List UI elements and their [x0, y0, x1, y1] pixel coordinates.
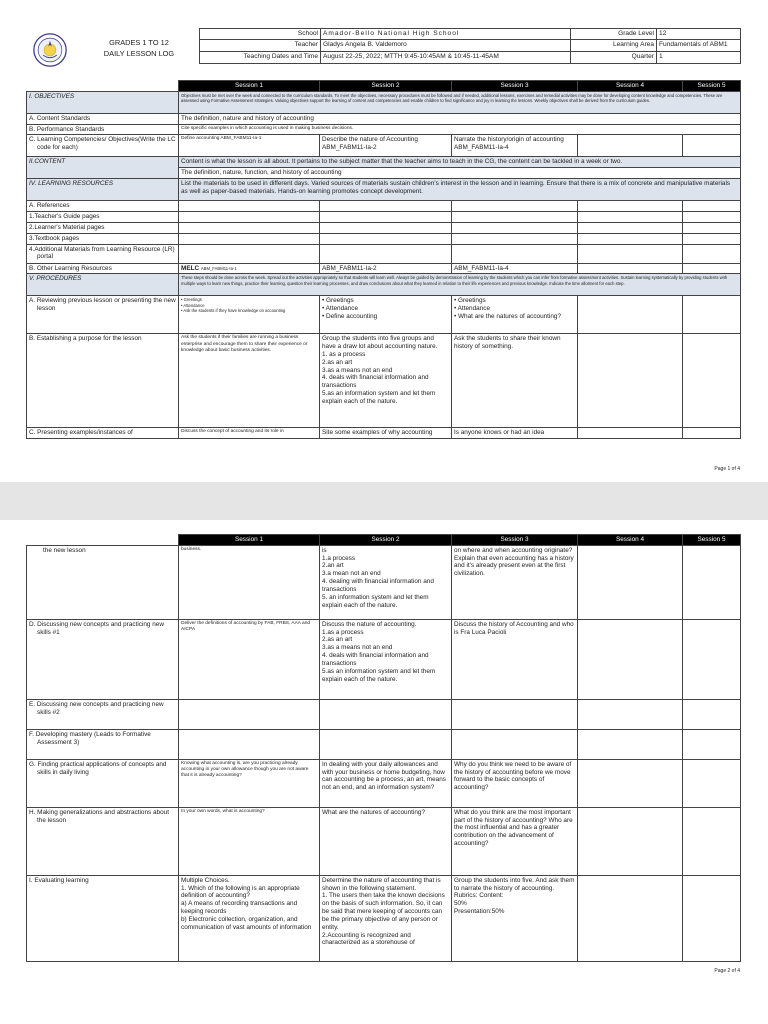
- proc-e-label: E. Discussing new concepts and practicing new skills #2: [27, 699, 179, 729]
- proc-i-s2-line: Determine the nature of accounting that is shown in the following statement.: [322, 876, 441, 892]
- proc-i-s2-line: 2.Accounting is recognized and characterized as a storehouse of: [322, 931, 415, 947]
- proc-a-s1-item: • Greetings: [181, 297, 317, 302]
- procedures-label: V. PROCEDURES: [27, 274, 179, 296]
- grades-label: GRADES 1 TO 12: [109, 38, 169, 47]
- header-info-table: [199, 28, 741, 64]
- proc-a-s3-item: • What are the natures of accounting?: [454, 313, 575, 321]
- lesson-log-table-2: [26, 534, 741, 962]
- proc-b-s2: [320, 334, 452, 428]
- proc-a-s3: [452, 296, 578, 334]
- session-3-header: Session 3: [452, 535, 578, 546]
- proc-c-s3-cont: on where and when accounting originate? Explain that even accounting has a history and it's already present even at the first civilization.: [452, 545, 578, 619]
- page-number: Page 1 of 4: [714, 466, 740, 472]
- proc-b-s2-line: 5.as an information system and let them explain each of the nature.: [322, 390, 436, 405]
- proc-a-s2-item: • Attendance: [322, 305, 449, 313]
- other-resources-s3: ABM_FABM11-Ia-4: [452, 263, 578, 274]
- proc-i-label: I. Evaluating learning: [27, 875, 179, 961]
- proc-h-label: H. Making generalizations and abstractions about the lesson: [27, 807, 179, 875]
- proc-a-s1: [179, 296, 320, 334]
- proc-i-s3: [452, 875, 578, 961]
- session-2-header: Session 2: [320, 81, 452, 92]
- proc-i-s1-line: a) A means of recording transactions and keeping records: [181, 900, 298, 916]
- dates-value: August 22-25, 2022; MTTH 9:45-10:45AM & 10:45-11-45AM: [321, 51, 571, 63]
- other-resources-s2: ABM_FABM11-Ia-2: [320, 263, 452, 274]
- performance-standards-text: Cite specific examples in which accounting is used in making business decisions.: [179, 124, 741, 135]
- proc-g-s2: In dealing with your daily allowances and with your business or home budgeting, how can accounting be a process, an art, means not an end, and an information system?: [320, 759, 452, 807]
- session-1-header: Session 1: [179, 81, 320, 92]
- competency-s2: Describe the nature of Accounting ABM_FABM11-Ia-2: [320, 135, 452, 157]
- proc-i-s3-line: Rubrics: Content:: [454, 892, 504, 900]
- proc-b-s1: Ask the students if their families are running a business enterprise and encourage them to share their experience or knowledge about basic business activities.: [179, 334, 320, 428]
- competency-s3: Narrate the history/origin of accounting ABM_FABM11-Ia-4: [452, 135, 578, 157]
- additional-materials-label: 4.Additional Materials from Learning Resource (LR) portal: [27, 244, 179, 263]
- resources-label: IV. LEARNING RESOURCES: [27, 179, 179, 201]
- competency-s5: [683, 135, 741, 157]
- proc-d-s2-line: 3.as a means not an end: [322, 644, 393, 652]
- proc-c-s2-cont: [320, 545, 452, 619]
- proc-a-s2: [320, 296, 452, 334]
- grade-level-value: 12: [657, 29, 741, 40]
- proc-c-s2: Site some examples of why accounting: [320, 428, 452, 439]
- melc-code: ABM_FABM11-Ia-1: [200, 265, 237, 271]
- teachers-guide-label: 1.Teacher's Guide pages: [27, 212, 179, 223]
- resources-text: List the materials to be used in different days. Varied sources of materials sustain children's interest in the lesson and in learning. Ensure that there is a mix of concrete and manipulative materials as well as paper-based materials. Hands-on learning promotes concept development.: [179, 179, 741, 201]
- quarter-label: Quarter: [571, 51, 657, 63]
- content-text: The definition, nature, function, and history of accounting: [179, 168, 741, 179]
- grades-title: [78, 38, 200, 59]
- proc-b-s3: Ask the students to share their known history of something.: [452, 334, 578, 428]
- blank-corner: [27, 535, 179, 546]
- procedures-text: These steps should be done across the week. Spread out the activities appropriately so that students will learn well. Always be guided by demonstration of learning by the students which you can infer from formative assessment activities. Sustain learning systematically by providing students with multiple ways to learn new things, practice their learning, question their learning processes, and draw conclusions about what they learned in relation to their life experiences and previous knowledge. Indicate the time allotment for each step.: [179, 274, 741, 296]
- proc-h-s2: What are the natures of accounting?: [320, 807, 452, 875]
- performance-standards-label: B. Performance Standards: [27, 124, 179, 135]
- session-3-header: Session 3: [452, 81, 578, 92]
- content-note: Content is what the lesson is all about. It pertains to the subject matter that the teacher aims to teach in the CG, the content can be tackled in a week or two.: [179, 157, 741, 168]
- page-number: Page 2 of 4: [714, 968, 740, 974]
- proc-d-label: D. Discussing new concepts and practicing new skills #1: [27, 619, 179, 699]
- school-label: School: [200, 29, 321, 40]
- proc-f-label: F. Developing mastery (Leads to Formative Assessment 3): [27, 729, 179, 759]
- lesson-log-page-1: [0, 0, 768, 482]
- learning-area-label: Learning Area: [571, 40, 657, 52]
- content-label: II.CONTENT: [27, 157, 179, 179]
- competencies-label: C. Learning Competencies/ Objectives(Write the LC code for each): [27, 135, 179, 157]
- page-gap: [0, 482, 768, 520]
- proc-d-s2-line: 1.as a process: [322, 628, 364, 636]
- session-4-header: Session 4: [578, 81, 683, 92]
- proc-a-s3-item: • Attendance: [454, 305, 575, 313]
- log-title: DAILY LESSON LOG: [103, 48, 175, 58]
- dates-label: Teaching Dates and Time: [200, 51, 321, 63]
- proc-i-s1: [179, 875, 320, 961]
- proc-b-s2-line: 1. as a process: [322, 350, 366, 358]
- other-resources-label: B. Other Learning Resources: [27, 263, 179, 274]
- proc-h-s1: In your own words, what is accounting?: [179, 807, 320, 875]
- proc-d-s2-line: 5.as an information system and let them explain each of the nature.: [322, 667, 436, 683]
- proc-i-s3-line: Presentation:50%: [454, 908, 505, 916]
- grade-level-label: Grade Level: [571, 29, 657, 40]
- lesson-log-page-2: [0, 520, 768, 1024]
- proc-d-s2-line: 2.as an art: [322, 636, 353, 644]
- proc-c-s1: Discuss the concept of accounting and its role in: [179, 428, 320, 439]
- session-1-header: Session 1: [179, 535, 320, 546]
- references-label: A. References: [27, 201, 179, 212]
- proc-c-s2-line: is: [322, 546, 327, 554]
- proc-i-s3-line: Group the students into five. And ask them to narrate the history of accounting.: [454, 876, 575, 892]
- proc-a-s1-item: • Ask the students if they have knowledge on accounting: [181, 308, 317, 313]
- learners-material-label: 2.Learner's Material pages: [27, 222, 179, 233]
- proc-c-s3: Is anyone knows or had an idea: [452, 428, 578, 439]
- proc-i-s2: [320, 875, 452, 961]
- school-value: Amador-Bello National High School: [321, 29, 571, 40]
- proc-i-s2-line: 1. The users then take the known decisions on the basis of such information. So, it can be said that mere keeping of accounts can be the primary objective of any person or entity.: [322, 892, 445, 931]
- blank-corner: [27, 81, 179, 92]
- proc-c-label-cont: the new lesson: [27, 545, 179, 619]
- competency-s4: [578, 135, 683, 157]
- session-2-header: Session 2: [320, 535, 452, 546]
- proc-a-label: A. Reviewing previous lesson or presenting the new lesson: [27, 296, 179, 334]
- proc-a-s1-item: • Attendance: [181, 303, 317, 308]
- learning-area-value: Fundamentals of ABM1: [657, 40, 741, 52]
- proc-a-s3-item: • Greetings: [454, 297, 575, 305]
- proc-g-s1: Knowing what accounting is, are you practicing already accounting in your own allowance though you are not aware that it is already accounting?: [179, 759, 320, 807]
- content-standards-label: A. Content Standards: [27, 113, 179, 124]
- proc-b-s2-line: 3.as a means not an end: [322, 366, 393, 374]
- proc-d-s1: Deliver the definitions of accounting by FAB, FRBS, AAA and AICPA: [179, 619, 320, 699]
- other-resources-s1: [179, 263, 320, 274]
- textbook-label: 3.Textbook pages: [27, 233, 179, 244]
- proc-i-s3-line: 50%: [454, 900, 467, 908]
- objectives-label: I. OBJECTIVES: [27, 91, 179, 113]
- proc-g-s3: Why do you think we need to be aware of the history of accounting before we move forward to the basic concepts of accounting?: [452, 759, 578, 807]
- quarter-value: 1: [657, 51, 741, 63]
- proc-c-s2-line: 1.a process: [322, 554, 356, 562]
- proc-a-s2-item: • Greetings: [322, 297, 449, 305]
- proc-c-s2-line: 2.an art: [322, 562, 344, 570]
- competency-s1: Define accounting ABM_FABM11-Ia-1: [179, 135, 320, 157]
- proc-d-s3: Discuss the history of Accounting and who is Fra Luca Pacioli: [452, 619, 578, 699]
- session-4-header: Session 4: [578, 535, 683, 546]
- proc-d-s2-line: 4. deals with financial information and transactions: [322, 652, 429, 667]
- proc-c-s2-line: 4. dealing with financial information and transactions: [322, 578, 434, 593]
- session-5-header: Session 5: [683, 81, 741, 92]
- proc-d-s2-line: Discuss the nature of accounting.: [322, 620, 417, 628]
- proc-c-s1-cont: business.: [179, 545, 320, 619]
- lesson-log-table-1: [26, 80, 741, 439]
- proc-i-s1-line: 1. Which of the following is an appropriate definition of accounting?: [181, 884, 300, 900]
- proc-i-s1-line: b) Electronic collection, organization, and communication of vast amounts of information: [181, 915, 312, 931]
- proc-c-label: C. Presenting examples/instances of: [27, 428, 179, 439]
- proc-b-s2-line: 2.as an art: [322, 358, 353, 366]
- proc-b-s2-line: 4. deals with financial information and transactions: [322, 374, 429, 390]
- proc-a-s2-item: • Define accounting: [322, 313, 449, 321]
- proc-i-s1-line: Multiple Choices.: [181, 876, 230, 884]
- proc-c-s2-line: 5. an information system and let them explain each of the nature.: [322, 593, 429, 609]
- teacher-label: Teacher: [200, 40, 321, 52]
- proc-b-label: B. Establishing a purpose for the lesson: [27, 334, 179, 428]
- melc-label: MELC: [181, 264, 200, 272]
- session-5-header: Session 5: [683, 535, 741, 546]
- content-standards-text: The definition, nature and history of accounting: [179, 113, 741, 124]
- proc-h-s3: What do you think are the most important part of the history of accounting? Who are the most influential and has a greater contribution on the advancement of accounting?: [452, 807, 578, 875]
- deped-seal-logo: [33, 33, 67, 67]
- objectives-text: Objectives must be met over the week and connected to the curriculum standards. To meet the objectives, necessary procedures must be followed and if needed, additional lessons, exercises and remedial activities may be done for developing content knowledge and competencies. These are assessed using Formative Assessment strategies. Valuing objectives support the learning of content and competencies and enable children to find significance and joy in learning the lessons. Weekly objectives shall be derived from the curriculum guides.: [179, 91, 741, 113]
- proc-c-s2-line: 3.a mean not an end: [322, 570, 381, 578]
- teacher-value: Gladys Angela B. Valdemoro: [321, 40, 571, 52]
- proc-d-s2: [320, 619, 452, 699]
- proc-g-label: G. Finding practical applications of concepts and skills in daily living: [27, 759, 179, 807]
- proc-b-s2-line: Group the students into five groups and have a draw lot about accounting nature.: [322, 335, 438, 351]
